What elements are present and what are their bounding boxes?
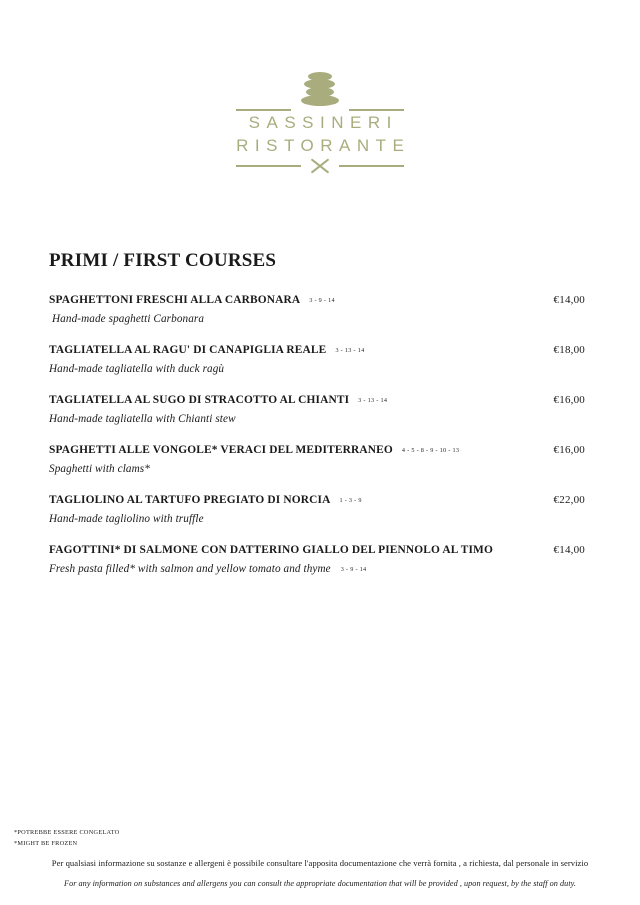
menu-item-price: €14,00 — [553, 544, 585, 556]
menu-item-name: SPAGHETTI ALLE VONGOLE* VERACI DEL MEDITERRANEO — [49, 444, 393, 456]
menu-item-allergens: 3 - 13 - 14 — [358, 397, 388, 404]
logo-rule-left-bottom — [236, 165, 301, 167]
menu-item-price: €16,00 — [553, 394, 585, 406]
menu-item-header — [49, 494, 585, 506]
logo-rule-right-bottom — [339, 165, 404, 167]
menu-item — [49, 344, 585, 375]
menu-item-name: TAGLIATELLA AL RAGU' DI CANAPIGLIA REALE — [49, 344, 327, 356]
menu-item-allergens: 4 - 5 - 8 - 9 - 10 - 13 — [401, 447, 460, 454]
logo-name-secondary: RISTORANTE — [236, 136, 411, 155]
menu-item — [49, 544, 585, 575]
menu-item-allergens: 3 - 13 - 14 — [335, 347, 365, 354]
menu-item-name: FAGOTTINI* DI SALMONE CON DATTERINO GIALLO DEL PIENNOLO AL TIMO — [49, 544, 493, 556]
menu-item-description: Hand-made spaghetti Carbonara — [52, 313, 205, 325]
menu-item-header — [49, 544, 585, 556]
footnote-frozen-it: *POTREBBE ESSERE CONGELATO — [14, 829, 120, 836]
menu-item-description: Spaghetti with clams* — [49, 463, 150, 475]
crossed-fork-knife-icon — [307, 157, 333, 175]
menu-item-description-row — [49, 556, 585, 575]
menu-footer — [0, 828, 640, 891]
menu-item-description: Hand-made tagliatella with duck ragù — [49, 363, 225, 375]
section-title: PRIMI / FIRST COURSES — [49, 250, 277, 271]
menu-item-allergens: 3 - 9 - 14 — [309, 297, 335, 304]
menu-item — [49, 394, 585, 425]
menu-item-description: Hand-made tagliatella with Chianti stew — [49, 413, 236, 425]
stacked-stones-icon — [297, 72, 343, 108]
menu-item-allergens: 3 - 9 - 14 — [340, 566, 367, 573]
menu-item-description: Fresh pasta filled* with salmon and yellow tomato and thyme — [49, 563, 331, 575]
menu-item-price: €22,00 — [553, 494, 585, 506]
menu-item — [49, 444, 585, 475]
menu-item — [49, 494, 585, 525]
allergen-disclaimer-en: For any information on substances and allergens you can consult the appropriate documentation that will be provided , upon request, by the staff on duty. — [64, 879, 576, 888]
allergen-disclaimer-it: Per qualsiasi informazione su sostanze e allergeni è possibile consultare l'apposita documentazione che verrà fornita , a richiesta, dal personale in servizio — [51, 858, 589, 868]
menu-item-price: €16,00 — [553, 444, 585, 456]
menu-item-header — [49, 344, 585, 356]
menu-item-name: TAGLIOLINO AL TARTUFO PREGIATO DI NORCIA — [49, 494, 331, 506]
menu-item-price: €18,00 — [553, 344, 585, 356]
logo-name-primary: SASSINERI — [248, 113, 398, 132]
menu-item-price: €14,00 — [553, 294, 585, 306]
logo-bottom-rule-row — [236, 157, 404, 175]
menu-item-header — [49, 444, 585, 456]
menu-item-name: TAGLIATELLA AL SUGO DI STRACOTTO AL CHIANTI — [49, 394, 350, 406]
menu-item-header — [49, 294, 585, 306]
menu-item-name: SPAGHETTONI FRESCHI ALLA CARBONARA — [49, 294, 301, 306]
menu-item-allergens: 1 - 3 - 9 — [339, 497, 362, 504]
menu-item-header — [49, 394, 585, 406]
menu-section-primi — [49, 250, 585, 594]
menu-item-description: Hand-made tagliolino with truffle — [49, 513, 204, 525]
footnote-frozen-en: *MIGHT BE FROZEN — [14, 839, 78, 847]
menu-item — [49, 294, 585, 325]
restaurant-logo — [0, 72, 640, 175]
